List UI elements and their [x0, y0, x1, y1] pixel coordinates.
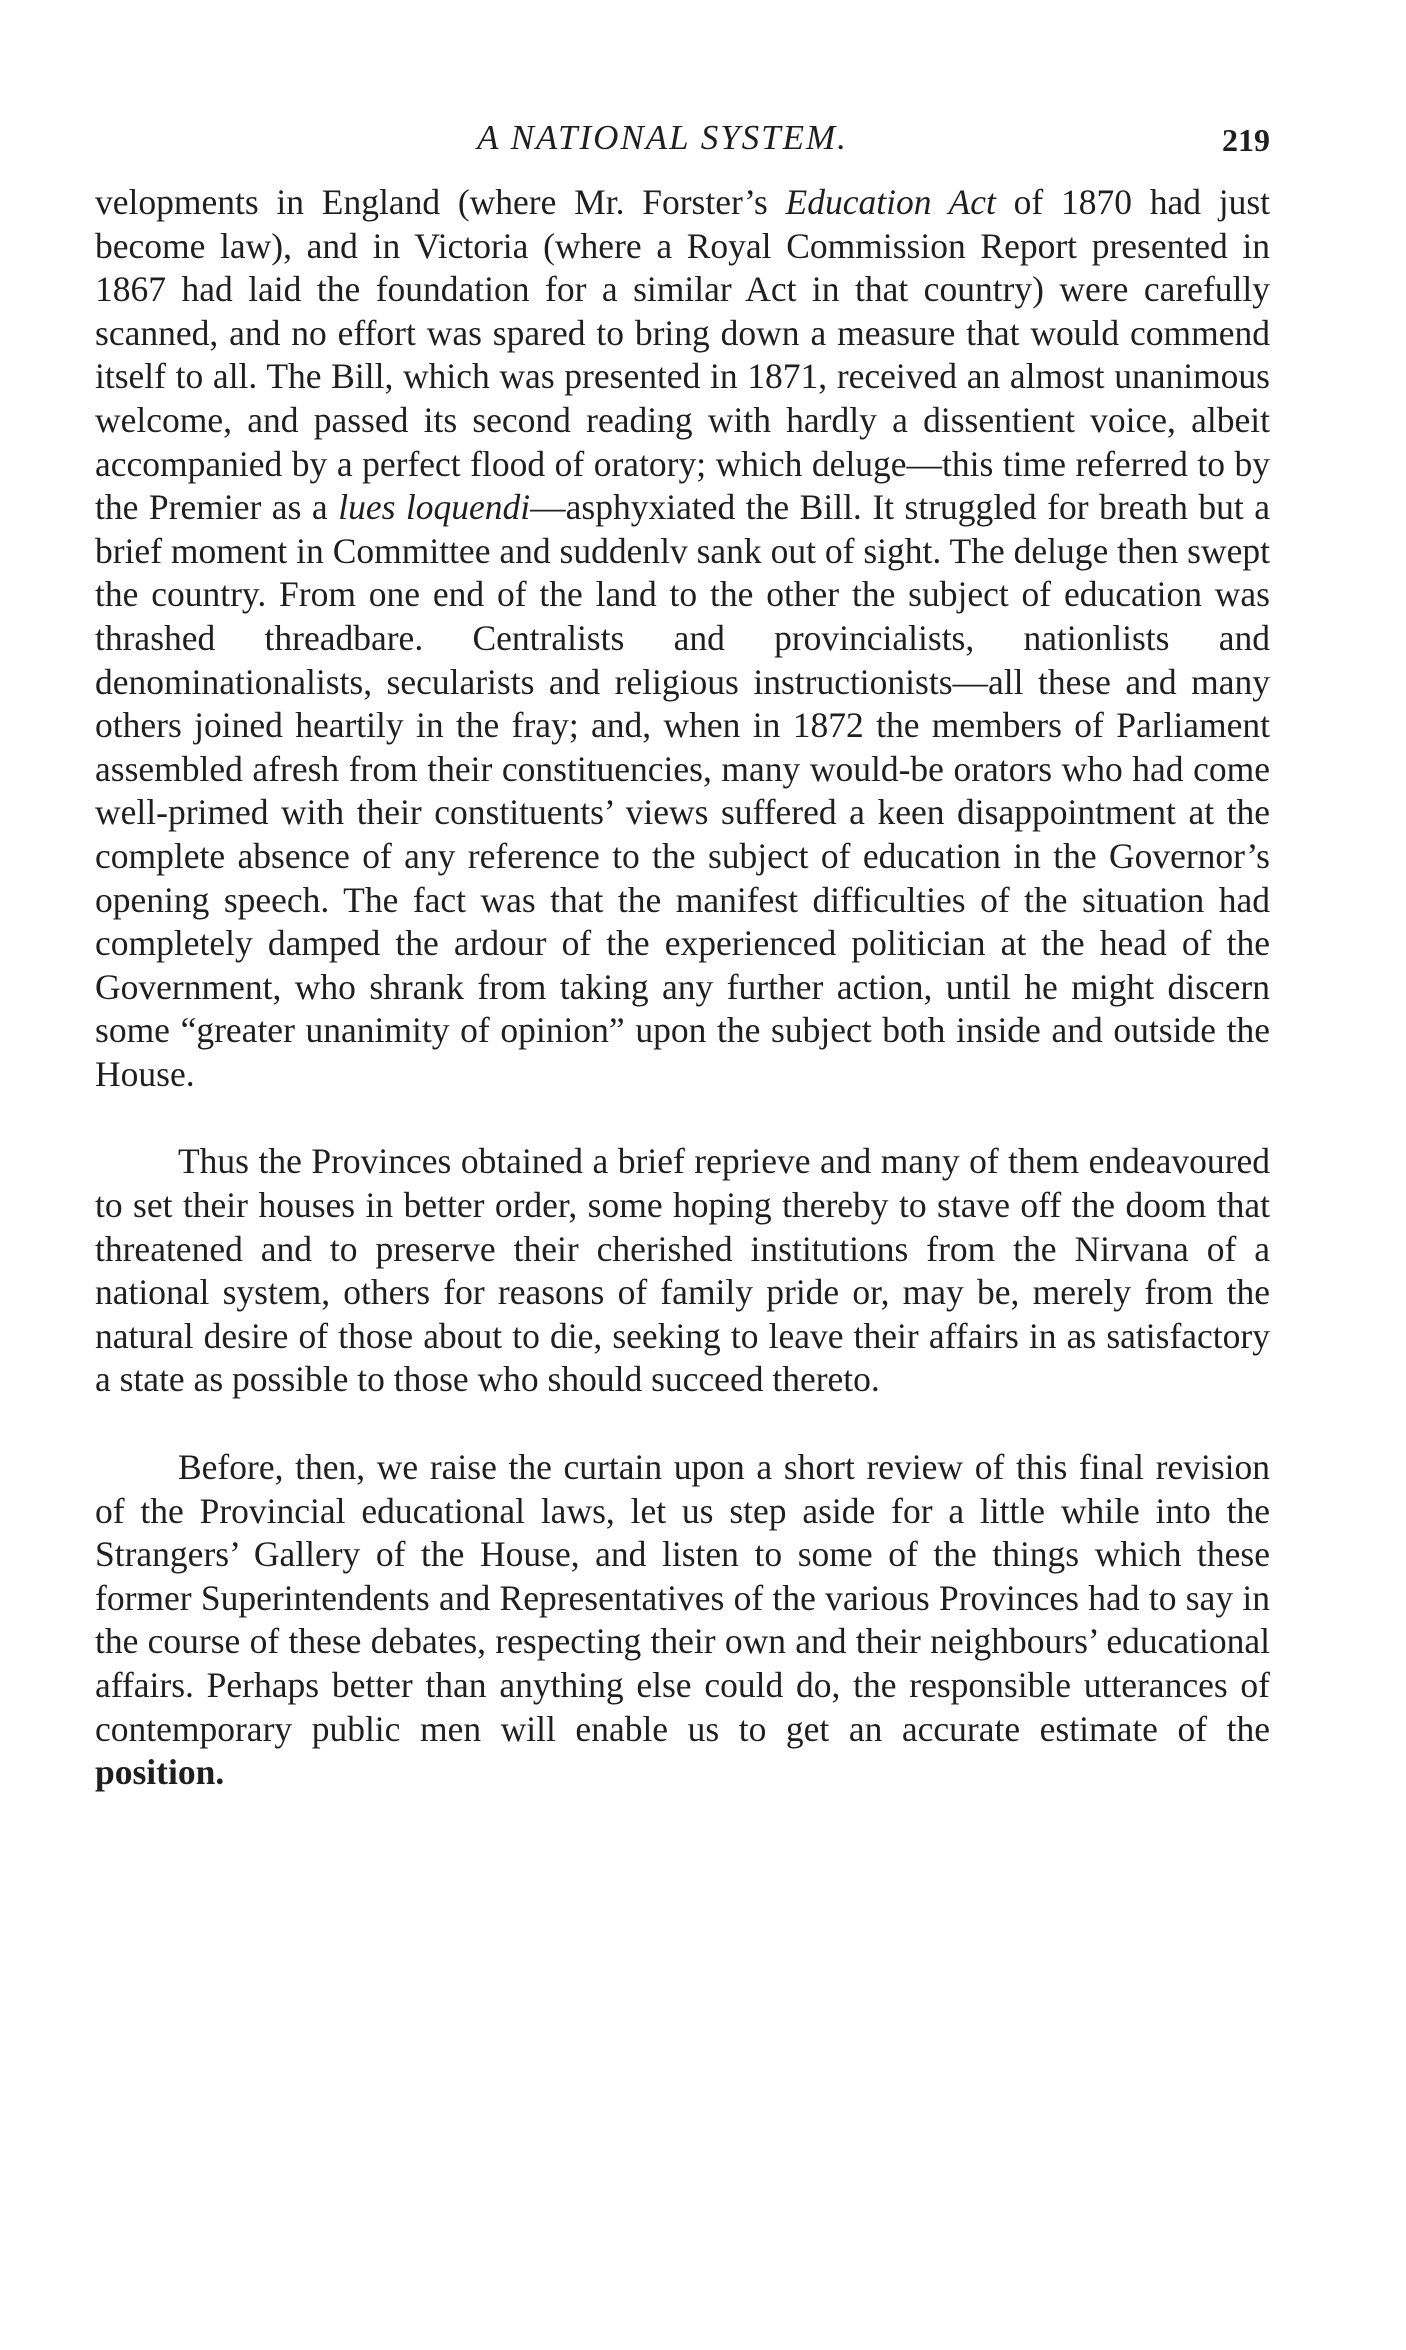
- page-number: 219: [1222, 122, 1270, 158]
- text-segment-bold: position.: [95, 1752, 225, 1793]
- paragraph-2: [95, 1140, 1270, 1402]
- paragraph-3: [95, 1446, 1270, 1795]
- text-segment: Before, then, we raise the curtain upon a short review of this final revision of the Provincial educational laws, let us step aside for a little while into the Strangers’ Gallery of the House, and listen to some of the things which these former Superintendents and Representatives of the various Provinces had to say in the course of these debates, respecting their own and their neighbours’ educational affairs. Perhaps better than anything else could do, the responsible utterances of contemporary public men will enable us to get an accurate estimate of the: [95, 1447, 1270, 1749]
- body-text: [95, 181, 1270, 1795]
- running-title: A NATIONAL SYSTEM.: [477, 118, 848, 157]
- text-segment: Thus the Provinces obtained a brief reprieve and many of them endeavoured to set their houses in better order, some hoping thereby to stave off the doom that threatened and to preserve their cherished institutions from the Nirvana of a national system, others for reasons of family pride or, may be, merely from the natural desire of those about to die, seeking to leave their affairs in as satisfactory a state as possible to those who should succeed thereto.: [95, 1141, 1270, 1400]
- text-segment: of 1870 had just become law), and in Victoria (where a Royal Commission Report presented in 1867 had laid the foundation for a similar Act in that country) were carefully scanned, and no effort was spared to bring down a measure that would commend itself to all. The Bill, which was presented in 1871, received an almost unanimous welcome, and passed its second reading with hardly a dissentient voice, albeit accompanied by a perfect flood of oratory; which deluge—this time referred to by the Premier as a: [95, 182, 1271, 528]
- text-segment: —asphyxiated the Bill. It struggled for breath but a brief moment in Committee and suddenlv sank out of sight. The deluge then swept the country. From one end of the land to the other the subject of education was thrashed threadbare. Centralists and provincialists, nationlists and denominationalists, secularists and religious instructionists—all these and many others joined heartily in the fray; and, when in 1872 the members of Parliament assembled afresh from their constituencies, many would-be orators who had come well-primed with their constituents’ views suffered a keen disappointment at the complete absence of any reference to the subject of education in the Governor’s opening speech. The fact was that the manifest difficulties of the situation had completely damped the ardour of the experienced politician at the head of the Government, who shrank from taking any further action, until he might discern some “greater unanimity of opinion” upon the subject both inside and outside the House.: [95, 487, 1270, 1094]
- running-head: [95, 112, 1270, 164]
- text-segment: velopments in England (where Mr. Forster’s: [95, 182, 786, 222]
- paragraph-1: [95, 181, 1270, 1096]
- italic-title-education-act: Education Act: [785, 182, 996, 222]
- italic-phrase-lues-loquendi: lues loquendi: [338, 487, 531, 528]
